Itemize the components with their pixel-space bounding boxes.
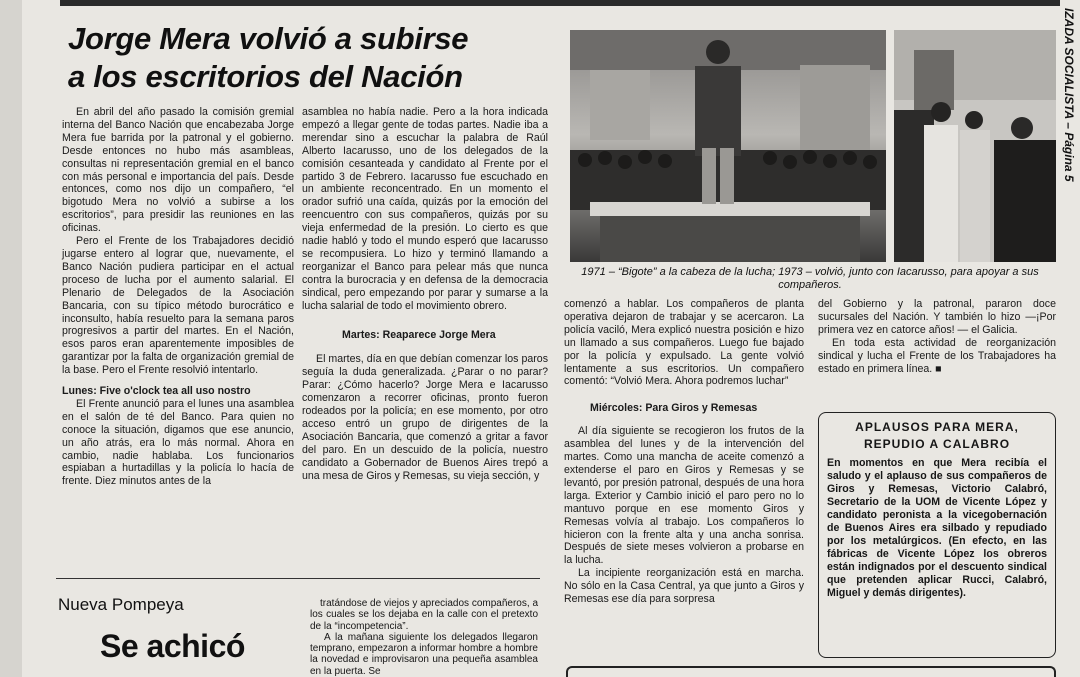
lower-article-title: Se achicó bbox=[100, 628, 245, 664]
photo-1973-mera-iacarusso bbox=[894, 30, 1056, 262]
paragraph: En toda esta actividad de reorganización sindical y lucha el Frente de los Trabajadores ha estado en primera línea. ■ bbox=[818, 336, 1056, 375]
headline-line-1: Jorge Mera volvió a subirse bbox=[68, 21, 469, 56]
headline-line-2: a los escritorios del Nación bbox=[68, 59, 463, 94]
top-rule bbox=[60, 0, 1060, 6]
paragraph: tratándose de viejos y apreciados compañeros, a los cuales se los dejaba en la calle con el pretexto de la “incompetencia”. bbox=[310, 598, 538, 632]
paragraph: Pero el Frente de los Trabajadores decidió jugarse entero al lograr que, nuevamente, el Banco Nación pudiera participar en el actual proceso de lucha por el aumento salarial. El Plenario de Delegados de la Asociación Bancaria, con su típico método burocrático e inconsulto, había resuelto para la semana paros progresivos a partir del martes. En el Nación, esos paros eran aparentemente imposibles de garantizar por la falta de organización gremial de la base. Pero el Frente resolvió intentarlo. bbox=[62, 235, 294, 377]
paragraph: En abril del año pasado la comisión gremial interna del Banco Nación que encabezaba Jorge Mera fue barrida por la patronal y el gobierno. Desde entonces no hubo más asambleas, consultas ni representación gremial en el banco con más personal e importancia del país. Desde entonces, como nos dijo un compañero, “el bigotudo Mera no volvió a subirse a los escritorios”, para presidir las reuniones en las oficinas. bbox=[62, 106, 294, 235]
lower-article-kicker: Nueva Pompeya bbox=[58, 595, 184, 614]
running-head: IZADA SOCIALISTA – Página 5 bbox=[1062, 8, 1076, 182]
paragraph: La incipiente reorganización está en marcha. No sólo en la Casa Central, ya que junto a Giros y Remesas ese día para sorpresa bbox=[564, 567, 804, 606]
subhead-miercoles: Miércoles: Para Giros y Remesas bbox=[590, 402, 758, 415]
paragraph: del Gobierno y la patronal, pararon doce sucursales del Nación. Y también lo hizo —¡Por primera vez en catorce años! — el Galicia. bbox=[818, 298, 1056, 336]
paragraph: El Frente anunció para el lunes una asamblea en el salón de té del Banco. Para quien no conoce la situación, digamos que ese anuncio, un año atrás, era lo más normal. Ahora en cambio, nadie hablaba. Los funcionarios espiaban a hurtadillas y la policía lo hacía de frente. Diez minutos antes de la bbox=[62, 397, 294, 488]
paragraph: asamblea no había nadie. Pero a la hora indicada empezó a llegar gente de todas partes. Nadie iba a merendar sino a escuchar la palabra de Raúl Alberto Iacarusso, uno de los delegados de la comisión cesanteada y candidato al Frente por el partido 3 de Febrero. Iacarusso fue escuchado en un ambiente reconcentrado. En un momento el orador sufrió una caída, quizás por la emoción del reencuentro con sus compañeros, quizás por su vieja enfermedad de la presión. Lo cierto es que nadie habló y todo el mundo esperó que Iacarusso se recompusiera. Lo hizo y terminó llamando a reorganizar el Banco para pelear más que nunca contra la burocracia y en defensa de la democracia sindical, pero empezando por parar y sumarse a la lucha salarial de todo el movimiento obrero. bbox=[302, 106, 548, 312]
article-column-2 bbox=[302, 106, 548, 482]
next-box-edge bbox=[566, 666, 1056, 677]
paragraph: comenzó a hablar. Los compañeros de planta operativa dejaron de trabajar y se acercaron. La policía vaciló, Mera explicó nuestra posición e hizo un llamado a sus compañeros. Luego fue bajado por la policía y expulsado. La gente volvió lentamente a sus escritorios. Un compañero comentó: “Volvió Mera. Ahora podremos luchar” bbox=[564, 298, 804, 388]
subhead-lunes: Lunes: Five o'clock tea all uso nostro bbox=[62, 385, 251, 398]
paragraph: A la mañana siguiente los delegados llegaron temprano, empezaron a informar hombre a hombre la novedad e improvisaron una pequeña asamblea en la puerta. Se bbox=[310, 631, 538, 677]
paragraph: El martes, día en que debían comenzar los paros seguía la duda generalizada. ¿Parar o no parar? Parar: ¿Cómo hacerlo? Jorge Mera e Iacarusso comenzaron a recorrer oficinas, pronto fueron rodeados por la policía; en ese momento, por otro acceso entró un grupo de dirigentes de la Asociación Bancaria, que comenzó a gritar a favor del paro. En un descuido de la policía, nuestro candidato a Gobernador de Buenos Aires trepó a una mesa de Giros y Remesas, su vieja sección, y bbox=[302, 353, 548, 482]
lower-article-column bbox=[310, 598, 538, 677]
box-body: En momentos en que Mera recibía el saludo y el aplauso de sus compañeros de Giros y Remesas, Victorio Calabró, Secretario de la UOM de Vicente López y candidato peronista a la vicegobernación de Buenos Aires era silbado y repudiado por los metalúrgicos. (En efecto, en las fábricas de Vicente López los obreros están indignados por el descuento sindical que pretenden aplicar Rucci, Calabró, Miguel y demás dirigentes). bbox=[827, 457, 1047, 599]
photo-crowd-image bbox=[570, 30, 886, 262]
subhead-martes: Martes: Reaparece Jorge Mera bbox=[342, 328, 496, 341]
box-title-line-1: APLAUSOS PARA MERA, bbox=[855, 420, 1019, 434]
photo-1971-mera-on-desk bbox=[570, 30, 886, 262]
section-divider bbox=[56, 578, 540, 579]
article-column-3 bbox=[564, 298, 804, 606]
page-gutter-shadow bbox=[0, 0, 22, 677]
sidebar-box-aplausos bbox=[818, 412, 1056, 658]
article-headline bbox=[68, 20, 568, 96]
photo-caption: 1971 – “Bigote” a la cabeza de la lucha; 1973 – volvió, junto con Iacarusso, para apoyar a sus compañeros. bbox=[581, 266, 1039, 291]
paragraph: Al día siguiente se recogieron los frutos de la asamblea del lunes y de la intervención del martes. Como una mancha de aceite comenzó a extenderse el paro en Giros y Remesas y se levantó, por presión patronal, después de una hora larga. Exterior y Cambio inició el paro pero no lo mantuvo porque en ese momento Giros y Remesas volvía al trabajo. Los compañeros lo hicieron con la frente alta y una ancha sonrisa. Después de siete meses volvieron a probarse en la lucha. bbox=[564, 425, 804, 567]
photo-group-image bbox=[894, 30, 1056, 262]
article-column-4 bbox=[818, 298, 1056, 375]
box-title-line-2: REPUDIO A CALABRO bbox=[863, 437, 1011, 451]
article-column-1 bbox=[62, 106, 294, 488]
